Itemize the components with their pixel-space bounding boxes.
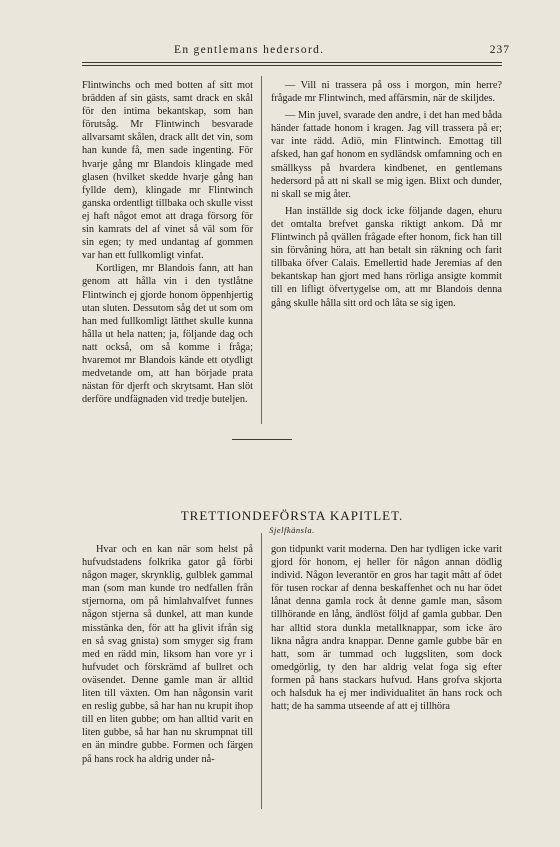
section-separator [232,439,292,440]
column-divider [261,533,262,809]
chapter-title: TRETTIONDEFÖRSTA KAPITLET. [180,508,404,523]
paragraph: gon tidpunkt varit moderna. Den har tydligen icke varit gjord för honom, ej heller för någon annan dödlig individ. Någon leverantör en gros har tagit mått af ödet för tusen rockar af denna beskaffenhet och nu har ödet lånat denna gamla rock åt denne gamle man, såsom tillhörande en lång, ändlöst följd af gamla gubbar. Den har alltid stora dunkla metallknappar, som icke äro likna några andra knappar. Denne gamle gubbe bär en hatt, som är tummad och luggsliten, som dock omedgörlig, ty den har aldrig velat foga sig efter formen på hans stackars hufvud. Hans grofva skjorta och halsduk ha ej mer individualitet än hans rock och hatt; de ha samma utseende af att ej tillhöra [271,544,502,713]
paragraph: Han inställde sig dock icke följande dagen, ehuru det omtalta brefvet ganska riktigt ankom. Då mr Flintwinch på qvällen frågade efter honom, fick han till sin förvåning höra, att han betalt sin räkning och farit tillbaka öfver Calais. Emellertid hade Jeremias af den bekantskap han gjort med hans rörliga ansigte kommit till en lifligt öfvertygelse om, att mr Blandois denna gång skulle hålla sitt ord och låta se sig igen. [271,205,502,309]
header-rule-thin [82,65,502,66]
paragraph: — Vill ni trassera på oss i morgon, min herre? frågade mr Flintwinch, med affärsmin, när de skiljdes. [271,80,502,105]
lower-left-column [82,543,253,766]
paragraph: Kortligen, mr Blandois fann, att han genom att hålla vin i den tystlåtne Flintwinch ej gjorde honom öppenhjertig utan sluten. Dessutom såg det ut som om han med fullkomligt lätthet skulle kunna hålla ut hela natten; ja, följande dag och natt också, om så komme i fråga; hvaremot mr Blandois kände ett otydligt medvetande om, att han började prata nästan för djerft och skrytsamt. Han slöt derföre undfägnaden vid tredje buteljen. [82,263,253,406]
lower-right-column [271,543,502,713]
header-rule [82,62,502,63]
paragraph: Flintwinchs och med botten af sitt mot brädden af sin gästs, samt drack en skål för den intima bekantskap, som han förutsåg. Mr Flintwinch besvarade allvarsamt skålen, drack allt det vin, som han kunde få, men sade ingenting. För hvarje gång mr Blandois klingade med glasen (hvilket skedde hvarje gång han fyllde dem), klingade mr Flintwinch ganska ordentligt tillbaka och skulle visst ej haft något emot att draga försorg för sin kamrats del af vinet så väl som för sin egen; ty med undantag af gommen var han ett fullkomligt vinfat. [82,80,253,262]
upper-left-column [82,79,253,406]
paragraph: Hvar och en kan när som helst på hufvudstadens folkrika gator gå förbi någon mager, skrynklig, gulblek gammal man (som man kunde tro nedfallen från stjernorna, om på himlahvalfvet funnes någon stjerna så dunkel, att man kunde misstänka den, för att ha glivit ifrån sig en så svag gnista) som smyger sig fram med en rädd min, liksom han vore yr i hufvudet och förskrämd af bullret och oväsendet. Denne gamle man är alltid liten till växten. Om han någonsin varit en reslig gubbe, så har han nu krupit ihop till en liten gubbe; om han alltid varit en liten gubbe, så har han nu skrumpnat till en än mindre gubbe. Formen och färgen på hans rock ha aldrig under nå- [82,544,253,765]
page-number: 237 [489,44,510,56]
upper-right-column [271,79,502,310]
paragraph: — Min juvel, svarade den andre, i det han med båda händer fattade honom i kragen. Jag vill trassera på er; var inte rädd. Adiö, min Flintwinch. Emottag till afsked, han gaf honom en sydländsk omfamning och en smällkyss på hvardera kindbenet, en gentlemans hedersord på att ni skall se mig igen. Blixt och dunder, ni skall se mig åter. [271,110,502,200]
column-divider [261,76,262,424]
chapter-subtitle: Sjelfkänsla. [269,525,315,535]
running-title: En gentlemans hedersord. [174,44,325,56]
page-header [86,44,516,58]
